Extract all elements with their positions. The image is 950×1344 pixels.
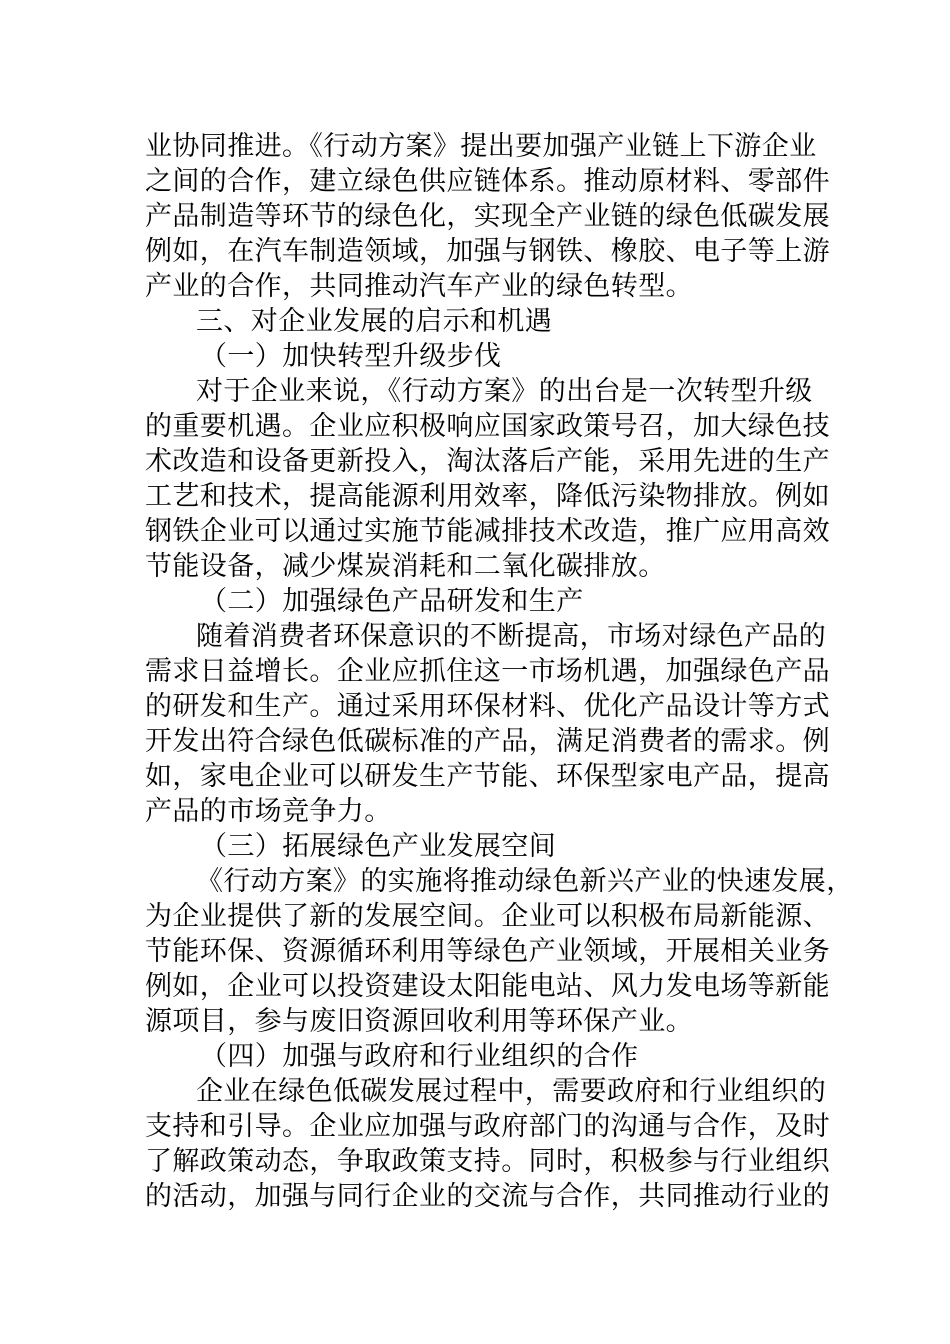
body-text-line: 源项目，参与废旧资源回收利用等环保产业。 (145, 1006, 693, 1037)
body-text-line: 开发出符合绿色低碳标准的产品，满足消费者的需求。例 (145, 726, 830, 757)
body-text-line: 了解政策动态，争取政策支持。同时，积极参与行业组织 (145, 1146, 830, 1177)
section-heading: 三、对企业发展的启示和机遇 (196, 306, 553, 337)
body-text-line: 节能环保、资源循环利用等绿色产业领域，开展相关业务 (145, 936, 830, 967)
body-text-line: 为企业提供了新的发展空间。企业可以积极布局新能源、 (145, 901, 830, 932)
body-text-line: 《行动方案》的实施将推动绿色新兴产业的快速发展， (196, 866, 854, 897)
body-text-line: 产业的合作，共同推动汽车产业的绿色转型。 (145, 271, 693, 302)
subsection-heading: （三）拓展绿色产业发展空间 (200, 831, 557, 862)
body-text-line: 对于企业来说，《行动方案》的出台是一次转型升级 (196, 376, 813, 407)
body-text-line: 需求日益增长。企业应抓住这一市场机遇，加强绿色产品 (145, 656, 830, 687)
subsection-heading: （一）加快转型升级步伐 (200, 341, 502, 372)
body-text-line: 业协同推进。《行动方案》提出要加强产业链上下游企业 (145, 131, 817, 162)
body-text-line: 术改造和设备更新投入，淘汰落后产能，采用先进的生产 (145, 446, 830, 477)
body-text-line: 企业在绿色低碳发展过程中，需要政府和行业组织的 (196, 1076, 827, 1107)
body-text-line: 随着消费者环保意识的不断提高，市场对绿色产品的 (196, 621, 827, 652)
body-text-line: 工艺和技术，提高能源利用效率，降低污染物排放。例如 (145, 481, 830, 512)
body-text-line: 如，家电企业可以研发生产节能、环保型家电产品，提高 (145, 761, 830, 792)
body-text-line: 产品的市场竞争力。 (145, 796, 392, 827)
body-text-line: 之间的合作，建立绿色供应链体系。推动原材料、零部件 (145, 166, 830, 197)
body-text-line: 产品制造等环节的绿色化，实现全产业链的绿色低碳发展 (145, 201, 830, 232)
body-text-line: 的重要机遇。企业应积极响应国家政策号召，加大绿色技 (145, 411, 830, 442)
body-text-line: 支持和引导。企业应加强与政府部门的沟通与合作，及时 (145, 1111, 830, 1142)
body-text-line: 例如，企业可以投资建设太阳能电站、风力发电场等新能 (145, 971, 830, 1002)
subsection-heading: （四）加强与政府和行业组织的合作 (200, 1041, 639, 1072)
body-text-line: 的活动，加强与同行企业的交流与合作，共同推动行业的 (145, 1181, 830, 1212)
body-text-line: 钢铁企业可以通过实施节能减排技术改造，推广应用高效 (145, 516, 830, 547)
subsection-heading: （二）加强绿色产品研发和生产 (200, 586, 584, 617)
body-text-line: 节能设备，减少煤炭消耗和二氧化碳排放。 (145, 551, 666, 582)
body-text-line: 例如，在汽车制造领域，加强与钢铁、橡胶、电子等上游 (145, 236, 830, 267)
body-text-line: 的研发和生产。通过采用环保材料、优化产品设计等方式 (145, 691, 830, 722)
